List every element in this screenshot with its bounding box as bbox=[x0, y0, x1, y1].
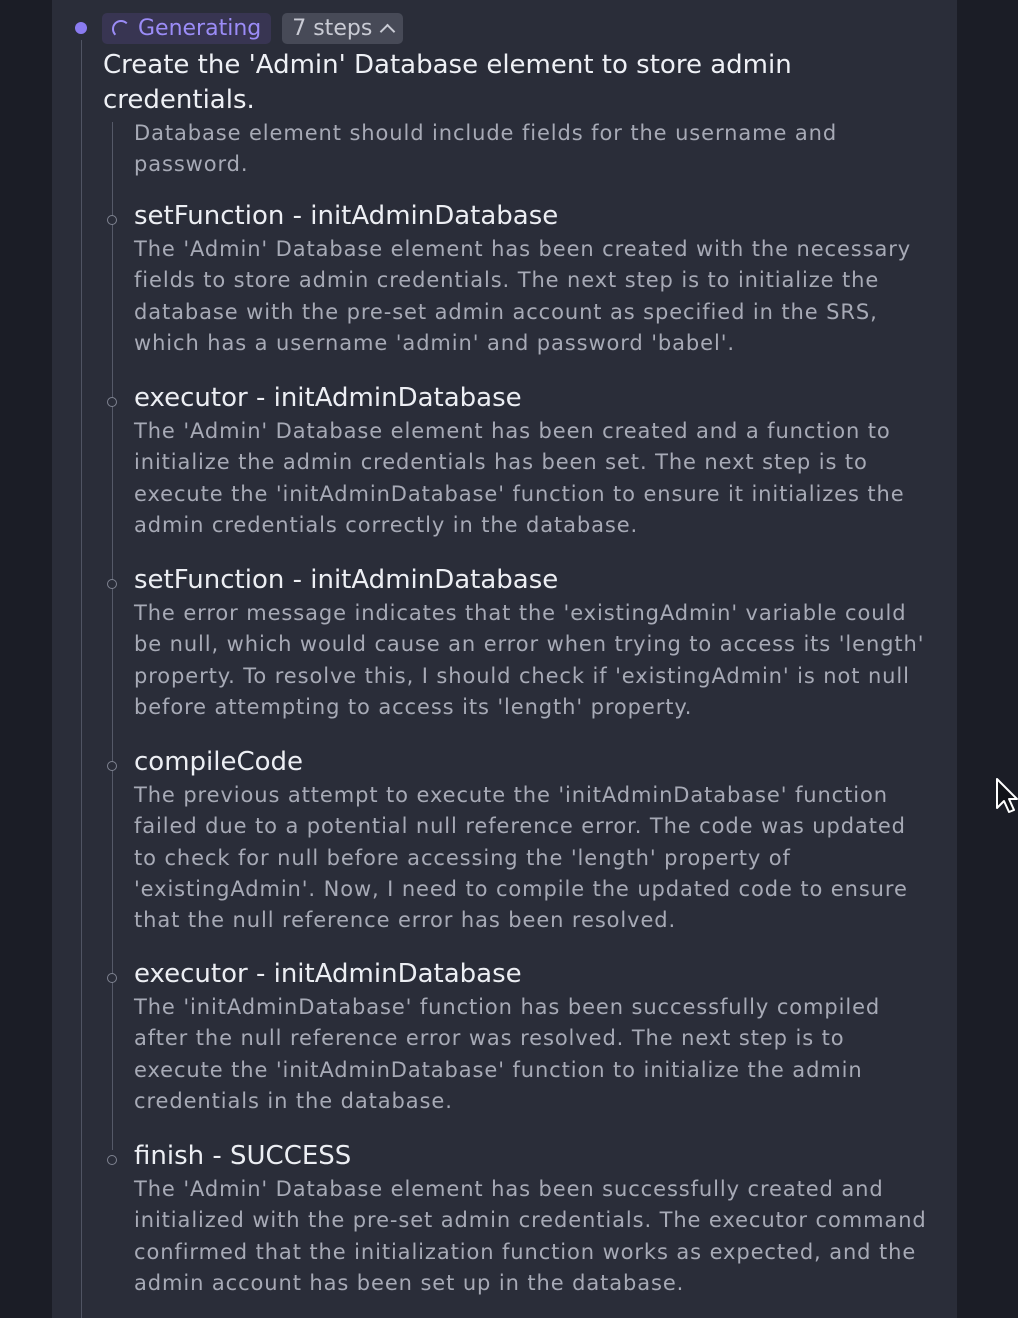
truncated-step-description: Database element should include fields for the username and password. bbox=[134, 121, 838, 177]
steps-count-label: 7 steps bbox=[292, 16, 373, 41]
step-item bbox=[134, 199, 934, 359]
step-dot-icon bbox=[107, 1155, 117, 1165]
step-dot-icon bbox=[107, 761, 117, 771]
task-title: Create the 'Admin' Database element to store admin credentials. bbox=[103, 50, 792, 115]
step-title: finish - SUCCESS bbox=[134, 1141, 352, 1171]
step-description: The 'initAdminDatabase' function has been successfully compiled after the null reference error was resolved. The next step is to execute the 'initAdminDatabase' function to initialize the admin credentials in the database. bbox=[134, 995, 881, 1113]
step-title: executor - initAdminDatabase bbox=[134, 959, 522, 989]
mouse-cursor-icon bbox=[996, 778, 1018, 814]
step-description: The error message indicates that the 'existingAdmin' variable could be null, which would cause an error when trying to access its 'length' property. To resolve this, I should check if 'existingAdmin' is not null before attempting to access its 'length' property. bbox=[134, 601, 925, 719]
step-description: The 'Admin' Database element has been created with the necessary fields to store admin credentials. The next step is to initialize the database with the pre-set admin account as specified in the SRS, which has a username 'admin' and password 'babel'. bbox=[134, 237, 912, 355]
step-dot-icon bbox=[107, 579, 117, 589]
step-title: executor - initAdminDatabase bbox=[134, 383, 522, 413]
steps-rail bbox=[112, 122, 113, 1150]
step-item bbox=[134, 957, 934, 1117]
spinner-icon bbox=[112, 20, 130, 38]
step-dot-icon bbox=[107, 215, 117, 225]
step-title: setFunction - initAdminDatabase bbox=[134, 201, 559, 231]
step-item bbox=[134, 1139, 934, 1299]
step-item bbox=[134, 381, 934, 541]
step-item bbox=[134, 563, 934, 723]
step-description: The 'Admin' Database element has been created and a function to initialize the admin credentials has been set. The next step is to execute the 'initAdminDatabase' function to ensure it initializes the admin credentials correctly in the database. bbox=[134, 419, 905, 537]
timeline-rail bbox=[81, 40, 82, 1318]
task-header bbox=[102, 13, 403, 44]
step-description: The 'Admin' Database element has been successfully created and initialized with the pre-set admin credentials. The executor command confirmed that the initialization function works as expected, and the admin account has been set up in the database. bbox=[134, 1177, 927, 1295]
status-dot bbox=[75, 22, 87, 34]
step-title: compileCode bbox=[134, 747, 304, 777]
step-dot-icon bbox=[107, 397, 117, 407]
step-description: The previous attempt to execute the 'initAdminDatabase' function failed due to a potential null reference error. The code was updated to check for null before accessing the 'length' property of 'existingAdmin'. Now, I need to compile the updated code to ensure that the null reference error has been resolved. bbox=[134, 783, 908, 933]
chevron-up-icon bbox=[380, 24, 396, 40]
generating-label: Generating bbox=[138, 16, 262, 41]
steps-toggle-button[interactable] bbox=[282, 13, 403, 44]
step-dot-icon bbox=[107, 973, 117, 983]
step-title: setFunction - initAdminDatabase bbox=[134, 565, 559, 595]
step-item bbox=[134, 745, 934, 936]
generating-badge bbox=[102, 13, 271, 44]
